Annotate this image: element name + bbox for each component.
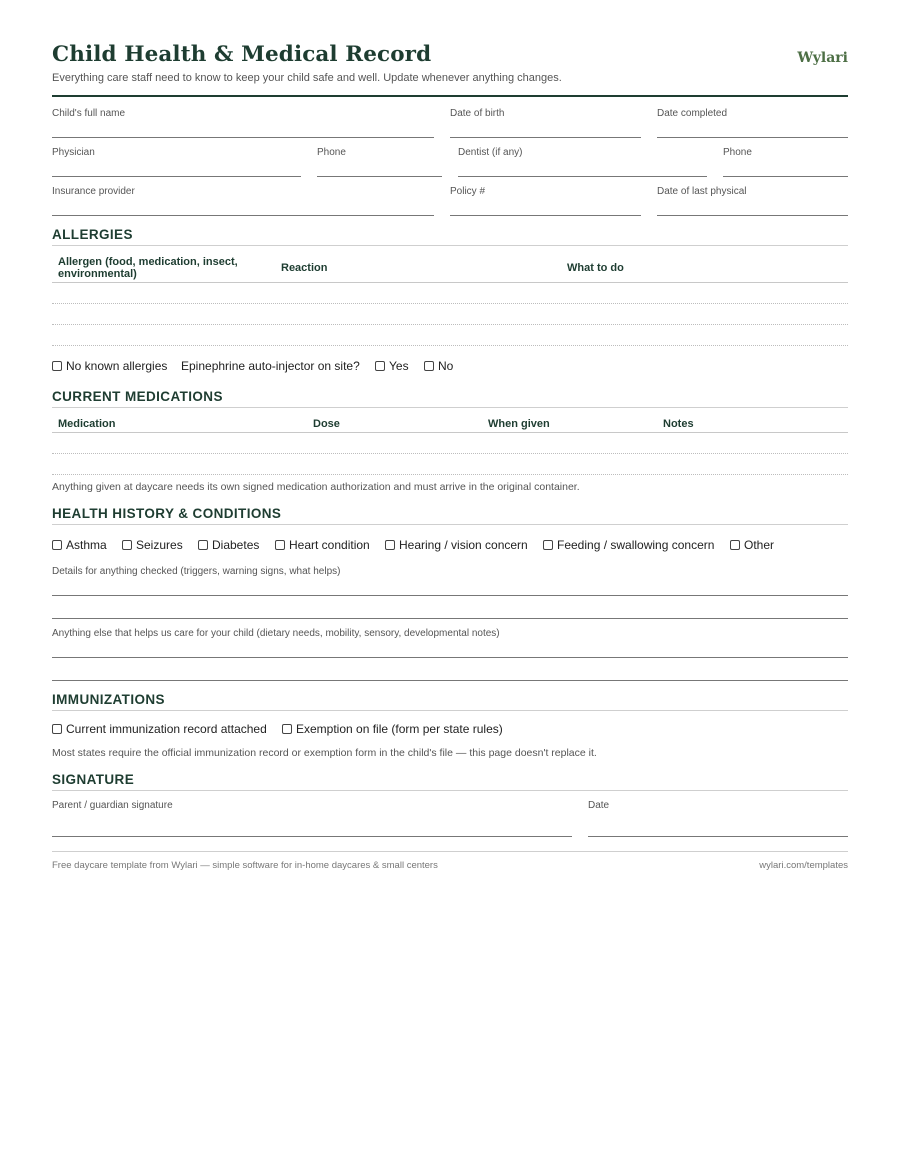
what-to-do-column-header: What to do <box>567 262 624 274</box>
footer-link[interactable]: wylari.com/templates <box>759 860 848 871</box>
allergies-header-rule <box>52 282 848 283</box>
date-completed-label: Date completed <box>657 108 728 119</box>
immunizations-section-rule <box>52 710 848 711</box>
dentist-field[interactable] <box>458 147 707 177</box>
condition-label: Diabetes <box>212 538 260 552</box>
checkbox-box[interactable] <box>375 361 385 371</box>
condition-label: Heart condition <box>289 538 370 552</box>
immunization-record-checkbox[interactable] <box>52 722 267 736</box>
epinephrine-no-checkbox[interactable] <box>424 359 453 373</box>
last-physical-line <box>657 215 848 216</box>
allergies-row-line[interactable] <box>52 345 848 346</box>
when-given-column-header: When given <box>488 418 550 430</box>
page-title: Child Health & Medical Record <box>52 42 432 67</box>
details-write-line[interactable] <box>52 618 848 619</box>
dose-column-header: Dose <box>313 418 340 430</box>
medications-row-line[interactable] <box>52 453 848 454</box>
dentist-line <box>458 176 707 177</box>
physician-label: Physician <box>52 147 95 158</box>
condition-heart-checkbox[interactable] <box>275 538 370 552</box>
dob-field[interactable] <box>450 108 641 138</box>
physician-phone-field[interactable] <box>317 147 442 177</box>
dentist-phone-label: Phone <box>723 147 752 158</box>
epinephrine-yes-label: Yes <box>389 359 409 373</box>
allergen-column-header: Allergen (food, medication, insect, environmental) <box>58 256 238 280</box>
no-known-allergies-label: No known allergies <box>66 359 168 373</box>
insurance-field[interactable] <box>52 186 434 216</box>
anything-else-label: Anything else that helps us care for your child (dietary needs, mobility, sensory, developmental notes) <box>52 628 500 639</box>
signature-date-field[interactable] <box>588 800 848 837</box>
parent-signature-field[interactable] <box>52 800 572 837</box>
checkbox-box[interactable] <box>424 361 434 371</box>
epinephrine-no-label: No <box>438 359 454 373</box>
exemption-label: Exemption on file (form per state rules) <box>296 722 503 736</box>
insurance-label: Insurance provider <box>52 186 135 197</box>
child-name-label: Child's full name <box>52 108 126 119</box>
notes-column-header: Notes <box>663 418 694 430</box>
signature-date-label: Date <box>588 800 610 811</box>
date-completed-field[interactable] <box>657 108 848 138</box>
allergies-section-title: ALLERGIES <box>52 227 133 242</box>
child-name-line <box>52 137 434 138</box>
checkbox-box[interactable] <box>52 540 62 550</box>
immunization-record-label: Current immunization record attached <box>66 722 267 736</box>
condition-label: Hearing / vision concern <box>399 538 528 552</box>
condition-asthma-checkbox[interactable] <box>52 538 107 552</box>
checkbox-box[interactable] <box>122 540 132 550</box>
condition-label: Seizures <box>136 538 183 552</box>
condition-label: Feeding / swallowing concern <box>557 538 715 552</box>
checkbox-box[interactable] <box>385 540 395 550</box>
epinephrine-question: Epinephrine auto-injector on site? <box>181 359 360 373</box>
physician-field[interactable] <box>52 147 301 177</box>
no-known-allergies-checkbox[interactable] <box>52 359 167 373</box>
checkbox-box[interactable] <box>730 540 740 550</box>
dentist-label: Dentist (if any) <box>458 147 523 158</box>
date-completed-line <box>657 137 848 138</box>
dob-line <box>450 137 641 138</box>
signature-section-rule <box>52 790 848 791</box>
page-subtitle: Everything care staff need to know to keep your child safe and well. Update whenever anything changes. <box>52 72 562 84</box>
anything-else-write-line[interactable] <box>52 657 848 658</box>
policy-field[interactable] <box>450 186 641 216</box>
condition-other-checkbox[interactable] <box>730 538 774 552</box>
health-section-rule <box>52 524 848 525</box>
medications-section-title: CURRENT MEDICATIONS <box>52 389 223 404</box>
brand-logo: Wylari <box>797 50 848 66</box>
medication-column-header: Medication <box>58 418 116 430</box>
anything-else-write-line[interactable] <box>52 680 848 681</box>
policy-line <box>450 215 641 216</box>
signature-date-line <box>588 836 848 837</box>
health-section-title: HEALTH HISTORY & CONDITIONS <box>52 506 282 521</box>
allergies-section-rule <box>52 245 848 246</box>
last-physical-label: Date of last physical <box>657 186 747 197</box>
condition-label: Asthma <box>66 538 107 552</box>
policy-label: Policy # <box>450 186 486 197</box>
checkbox-box[interactable] <box>275 540 285 550</box>
footer-credit: Free daycare template from Wylari — simple software for in-home daycares & small centers <box>52 860 438 871</box>
physician-line <box>52 176 301 177</box>
exemption-checkbox[interactable] <box>282 722 503 736</box>
condition-hearing-vision-checkbox[interactable] <box>385 538 528 552</box>
condition-seizures-checkbox[interactable] <box>122 538 183 552</box>
checkbox-box[interactable] <box>198 540 208 550</box>
header-divider <box>52 95 848 97</box>
checkbox-box[interactable] <box>52 724 62 734</box>
physician-phone-line <box>317 176 442 177</box>
footer-divider <box>52 851 848 852</box>
medications-section-rule <box>52 407 848 408</box>
epinephrine-yes-checkbox[interactable] <box>375 359 409 373</box>
details-write-line[interactable] <box>52 595 848 596</box>
allergies-row-line[interactable] <box>52 303 848 304</box>
condition-feeding-checkbox[interactable] <box>543 538 714 552</box>
details-label: Details for anything checked (triggers, warning signs, what helps) <box>52 566 341 577</box>
insurance-line <box>52 215 434 216</box>
dob-label: Date of birth <box>450 108 505 119</box>
physician-phone-label: Phone <box>317 147 346 158</box>
checkbox-box[interactable] <box>52 361 62 371</box>
dentist-phone-field[interactable] <box>723 147 848 177</box>
medications-header-rule <box>52 432 848 433</box>
parent-signature-line <box>52 836 572 837</box>
signature-section-title: SIGNATURE <box>52 772 135 787</box>
parent-signature-label: Parent / guardian signature <box>52 800 173 811</box>
medications-note: Anything given at daycare needs its own signed medication authorization and must arrive in the original container. <box>52 481 580 493</box>
condition-diabetes-checkbox[interactable] <box>198 538 259 552</box>
condition-label: Other <box>744 538 775 552</box>
checkbox-box[interactable] <box>282 724 292 734</box>
immunizations-section-title: IMMUNIZATIONS <box>52 692 165 707</box>
child-name-field[interactable] <box>52 108 434 138</box>
reaction-column-header: Reaction <box>281 262 328 274</box>
allergies-row-line[interactable] <box>52 324 848 325</box>
medications-row-line[interactable] <box>52 474 848 475</box>
checkbox-box[interactable] <box>543 540 553 550</box>
immunizations-note: Most states require the official immunization record or exemption form in the child's file — this page doesn't replace it. <box>52 747 597 759</box>
dentist-phone-line <box>723 176 848 177</box>
last-physical-field[interactable] <box>657 186 848 216</box>
